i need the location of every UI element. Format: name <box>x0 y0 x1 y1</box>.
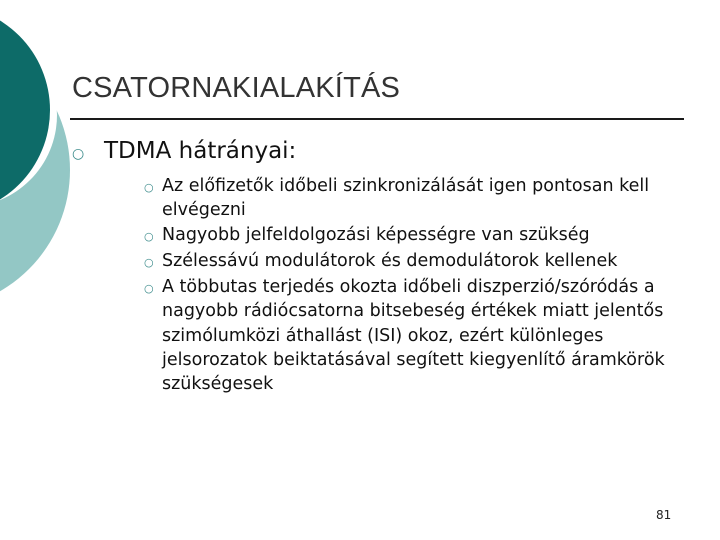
list-item-text: Szélessávú modulátorok és demodulátorok kellenek <box>162 250 618 271</box>
level1-text: TDMA hátrányai: <box>104 138 297 164</box>
list-item-text: A többutas terjedés okozta időbeli diszperzió/szóródás a nagyobb rádiócsatorna bitsebeség értékek miatt jelentős szimólumközi áthallást (ISI) okoz, ezért különleges jelsorozatok beiktatásával segített kiegyenlítő áramkörök szükségesek <box>162 277 665 395</box>
title-underline <box>70 118 684 120</box>
circle-bullet-icon: ○ <box>144 255 154 269</box>
circle-bullet-icon: ○ <box>72 146 85 162</box>
list-item <box>144 275 684 396</box>
level1-bullet-item <box>72 138 296 164</box>
sub-bullet-list <box>144 174 684 397</box>
list-item <box>144 223 684 249</box>
list-item-text: Nagyobb jelfeldolgozási képességre van szükség <box>162 224 590 245</box>
list-item <box>144 249 684 275</box>
page-number: 81 <box>656 508 672 522</box>
list-item <box>144 174 684 223</box>
circle-bullet-icon: ○ <box>144 229 154 243</box>
circle-bullet-icon: ○ <box>144 282 154 296</box>
list-item-text: Az előfizetők időbeli szinkronizálását igen pontosan kell elvégezni <box>162 176 650 221</box>
circle-bullet-icon: ○ <box>144 181 154 194</box>
slide-title: CSATORNAKIALAKÍTÁS <box>72 72 401 104</box>
